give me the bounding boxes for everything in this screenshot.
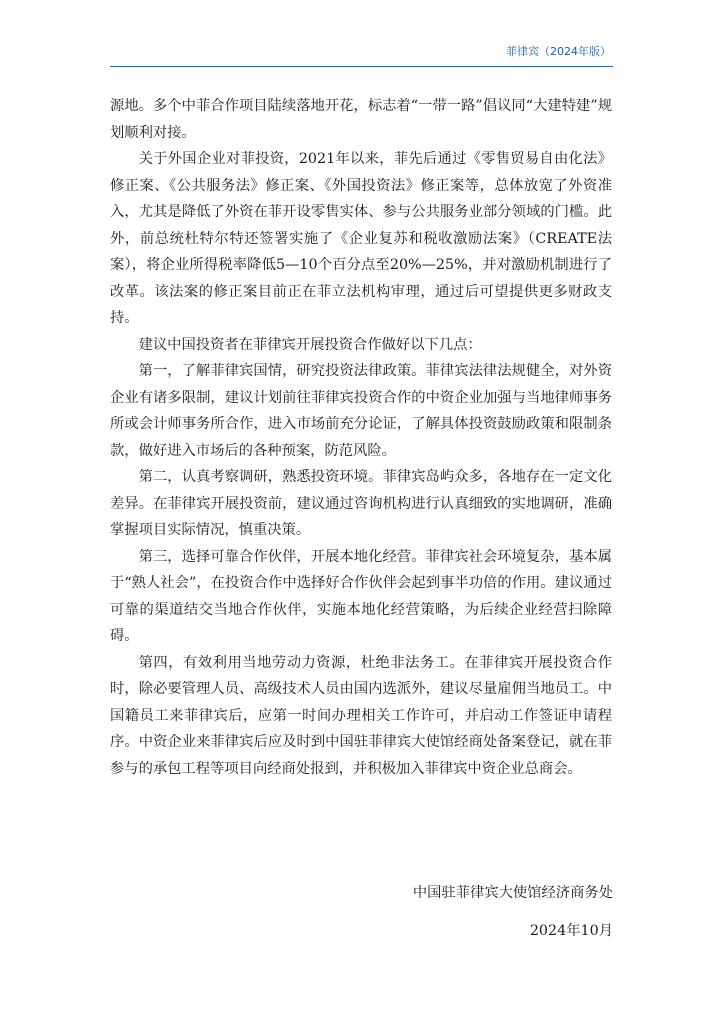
paragraph-recommendation-3: 第三，选择可靠合作伙伴，开展本地化经营。菲律宾社会环境复杂，基本属于“熟人社会”，在投资合作中选择好合作伙伴会起到事半功倍的作用。建议通过可靠的渠道结交当地合作伙伴，实施本地化经营策略，为后续企业经营扫除障碍。 [110, 548, 612, 644]
paragraph-recommendation-2: 第二，认真考察调研，熟悉投资环境。菲律宾岛屿众多，各地存在一定文化差异。在菲律宾开展投资前，建议通过咨询机构进行认真细致的实地调研，准确掌握项目实际情况，慎重决策。 [110, 469, 612, 538]
paragraph-foreign-investment: 关于外国企业对菲投资，2021年以来，菲先后通过《零售贸易自由化法》修正案、《公共服务法》修正案、《外国投资法》修正案等，总体放宽了外资准入，尤其是降低了外资在菲开设零售实体、参与公共服务业部分领域的门槛。此外，前总统杜特尔特还签署实施了《企业复苏和税收激励法案》（CREATE法案），将企业所得税率降低5—10个百分点至20%—25%，并对激励机制进行了改革。该法案的修正案目前正在菲立法机构审理，通过后可望提供更多财政支持。 [110, 151, 612, 326]
paragraph-recommendations-intro: 建议中国投资者在菲律宾开展投资合作做好以下几点： [138, 336, 482, 353]
paragraph-recommendation-4: 第四，有效利用当地劳动力资源，杜绝非法务工。在菲律宾开展投资合作时，除必要管理人员、高级技术人员由国内选派外，建议尽量雇佣当地员工。中国籍员工来菲律宾后，应第一时间办理相关工作许可，并启动工作签证申请程序。中资企业来菲律宾后应及时到中国驻菲律宾大使馆经商处备案登记，就在菲参与的承包工程等项目向经商处报到，并积极加入菲律宾中资企业总商会。 [110, 654, 612, 777]
signature-date: 2024年10月 [529, 923, 613, 939]
paragraph-recommendation-1: 第一，了解菲律宾国情，研究投资法律政策。菲律宾法律法规健全，对外资企业有诸多限制，建议计划前往菲律宾投资合作的中资企业加强与当地律师事务所或会计师事务所合作，进入市场前充分论证，了解具体投资鼓励政策和限制条款，做好进入市场后的各种预案，防范风险。 [110, 363, 612, 459]
running-header-title: 菲律宾（2024年版） [506, 45, 611, 58]
page-header [110, 40, 613, 67]
signature-block [413, 874, 613, 950]
paragraph-continuation: 源地。多个中菲合作项目陆续落地开花，标志着“一带一路”倡议同“大建特建”规划顺利对接。 [110, 98, 612, 141]
signature-organization: 中国驻菲律宾大使馆经济商务处 [412, 885, 613, 901]
document-body [110, 93, 612, 782]
